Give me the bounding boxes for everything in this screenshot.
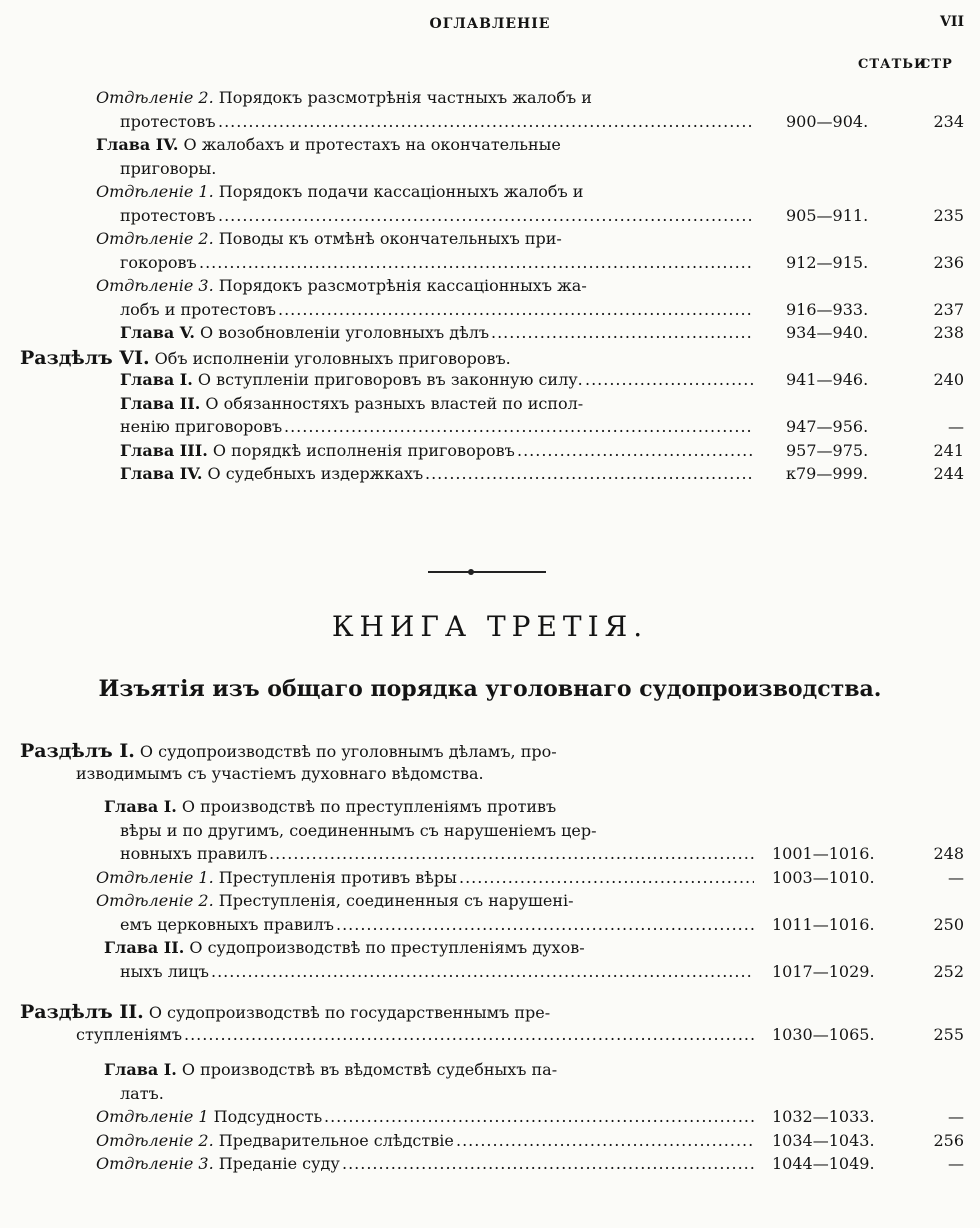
toc-line bbox=[0, 915, 980, 939]
running-header-title: ОГЛАВЛЕНІЕ bbox=[429, 16, 551, 32]
toc-line bbox=[0, 1084, 980, 1108]
dot-leader bbox=[517, 441, 754, 460]
toc-line bbox=[0, 1131, 980, 1155]
entry-title: приговоры. bbox=[120, 158, 217, 178]
dot-leader bbox=[585, 370, 754, 389]
entry-title: Преступленія противъ вѣры bbox=[213, 867, 457, 887]
toc-line bbox=[0, 182, 980, 206]
toc-line bbox=[0, 764, 980, 788]
toc-entry-text bbox=[120, 844, 267, 863]
toc-entry-text bbox=[120, 253, 197, 272]
heading-label: Раздѣлъ I. bbox=[20, 740, 135, 762]
page-number: 234 bbox=[933, 111, 964, 131]
dot-leader bbox=[456, 1131, 754, 1150]
subsection-label: Отдѣленіе 2. bbox=[96, 229, 214, 248]
toc-entry-text bbox=[96, 182, 583, 201]
entry-title: О порядкѣ исполненія приговоровъ bbox=[207, 440, 515, 460]
toc-entry-text bbox=[120, 300, 276, 319]
toc-entry-text bbox=[120, 441, 515, 460]
page-number: — bbox=[948, 1154, 964, 1173]
page-number: 240 bbox=[933, 370, 964, 389]
toc-entry-text bbox=[120, 915, 334, 934]
toc-line bbox=[0, 159, 980, 183]
toc-line bbox=[0, 962, 980, 986]
article-range: к79—999. bbox=[786, 464, 868, 483]
subsection-label: Отдѣленіе 1. bbox=[96, 182, 214, 201]
page-number: — bbox=[948, 1107, 964, 1126]
page-number: 256 bbox=[933, 1130, 964, 1150]
toc-line bbox=[0, 276, 980, 300]
page-number: 248 bbox=[933, 844, 964, 863]
toc-entry-text bbox=[96, 229, 562, 248]
toc-entry-text bbox=[96, 1131, 454, 1150]
heading-label: Глава IV. bbox=[96, 135, 179, 154]
toc-line bbox=[0, 370, 980, 394]
entry-title: Объ исполненіи уголовныхъ приговоровъ. bbox=[149, 348, 511, 368]
article-range: 916—933. bbox=[786, 299, 869, 319]
dot-leader bbox=[284, 417, 754, 436]
toc-line bbox=[0, 821, 980, 845]
toc-line bbox=[0, 347, 980, 371]
entry-title: Подсудность bbox=[208, 1107, 323, 1126]
toc-line bbox=[0, 112, 980, 136]
page-number: 235 bbox=[933, 205, 964, 225]
subsection-label: Отдѣленіе 3. bbox=[96, 276, 214, 295]
entry-title: Порядокъ разсмотрѣнія кассаціонныхъ жа- bbox=[213, 276, 587, 295]
dot-leader bbox=[336, 915, 754, 934]
toc-entry-text bbox=[96, 276, 587, 295]
article-range: 957—975. bbox=[786, 440, 869, 460]
heading-label: Глава I. bbox=[104, 1060, 177, 1079]
article-range: 934—940. bbox=[786, 323, 869, 342]
toc-entry-text bbox=[120, 206, 216, 225]
entry-title: изводимымъ съ участіемъ духовнаго вѣдомства. bbox=[76, 763, 484, 783]
heading-label: Глава I. bbox=[120, 370, 193, 389]
dot-leader bbox=[184, 1025, 754, 1044]
toc-entry-text bbox=[96, 1154, 340, 1173]
toc-line bbox=[0, 891, 980, 915]
toc-line bbox=[0, 229, 980, 253]
toc-entry-text bbox=[20, 740, 557, 762]
toc-entry-text bbox=[76, 764, 484, 783]
page-number: 238 bbox=[933, 323, 964, 342]
dot-leader bbox=[324, 1107, 754, 1126]
article-range: 900—904. bbox=[786, 111, 869, 131]
dot-leader bbox=[459, 868, 754, 887]
divider-ornament-icon bbox=[466, 567, 476, 577]
heading-label: Глава IV. bbox=[120, 464, 203, 483]
entry-title: О производствѣ по преступленіямъ противъ bbox=[176, 797, 557, 816]
subsection-label: Отдѣленіе 3. bbox=[96, 1154, 214, 1173]
subsection-label: Отдѣленіе 2. bbox=[96, 88, 214, 107]
entry-title: О обязанностяхъ разныхъ властей по испол- bbox=[200, 393, 584, 413]
entry-title: ступленіямъ bbox=[76, 1024, 183, 1044]
entry-title: Предварительное слѣдствіе bbox=[213, 1130, 454, 1150]
entry-title: О судопроизводствѣ по государственнымъ пре- bbox=[143, 1003, 551, 1022]
toc-line bbox=[0, 394, 980, 418]
entry-title: Поводы къ отмѣнѣ окончательныхъ при- bbox=[213, 229, 562, 248]
page-number: 255 bbox=[933, 1024, 964, 1044]
article-range: 912—915. bbox=[786, 252, 869, 272]
heading-label: Глава V. bbox=[120, 323, 195, 342]
entry-title: новныхъ правилъ bbox=[120, 844, 268, 863]
toc-line bbox=[0, 300, 980, 324]
entry-title: ныхъ лицъ bbox=[120, 961, 209, 981]
entry-title: О судебныхъ издержкахъ bbox=[202, 464, 424, 483]
entry-title: емъ церковныхъ правилъ bbox=[120, 914, 334, 934]
dot-leader bbox=[342, 1154, 754, 1173]
page-number: 244 bbox=[933, 464, 964, 483]
toc-line bbox=[0, 135, 980, 159]
article-range: 1030—1065. bbox=[772, 1024, 875, 1044]
page-number: 236 bbox=[933, 252, 964, 272]
article-range: 1001—1016. bbox=[772, 844, 875, 863]
toc-entry-text bbox=[120, 821, 596, 840]
toc-entry-text bbox=[120, 370, 583, 389]
dot-leader bbox=[491, 323, 754, 342]
toc-entry-text bbox=[120, 112, 216, 131]
entry-title: гокоровъ bbox=[120, 252, 197, 272]
article-range: 1003—1010. bbox=[772, 867, 875, 887]
toc-line bbox=[0, 1060, 980, 1084]
subsection-label: Отдѣленіе 1. bbox=[96, 867, 214, 887]
page-number: — bbox=[948, 417, 964, 436]
heading-label: Глава III. bbox=[120, 440, 208, 460]
toc-entry-text bbox=[104, 938, 585, 957]
entry-title: О судопроизводствѣ по преступленіямъ духов- bbox=[184, 938, 585, 957]
heading-label: Раздѣлъ II. bbox=[20, 1001, 144, 1023]
toc-entry-text bbox=[120, 962, 209, 981]
dot-leader bbox=[218, 206, 754, 225]
entry-title: О производствѣ въ вѣдомствѣ судебныхъ па- bbox=[176, 1060, 558, 1079]
heading-label: Раздѣлъ VI. bbox=[20, 346, 150, 369]
toc-entry-text bbox=[96, 88, 592, 107]
entry-title: О жалобахъ и протестахъ на окончательные bbox=[178, 135, 561, 154]
toc-line bbox=[0, 464, 980, 488]
article-range: 941—946. bbox=[786, 370, 869, 389]
toc-line bbox=[0, 323, 980, 347]
toc-entry-text bbox=[104, 1060, 557, 1079]
page-number: 241 bbox=[933, 440, 964, 460]
entry-title: протестовъ bbox=[120, 111, 216, 131]
entry-title: лобъ и протестовъ bbox=[120, 299, 276, 319]
toc-line bbox=[0, 417, 980, 441]
toc-line bbox=[0, 441, 980, 465]
toc-line bbox=[0, 938, 980, 962]
dot-leader bbox=[218, 112, 754, 131]
toc-entry-text bbox=[96, 891, 574, 910]
dot-leader bbox=[425, 464, 754, 483]
entry-title: Преданіе суду bbox=[213, 1154, 340, 1173]
dot-leader bbox=[269, 844, 754, 863]
toc-line bbox=[0, 206, 980, 230]
dot-leader bbox=[278, 300, 754, 319]
article-range: 1032—1033. bbox=[772, 1107, 875, 1126]
column-head-articles: СТАТЬИ bbox=[858, 57, 928, 72]
toc-entry-text bbox=[120, 417, 282, 436]
toc-line bbox=[0, 253, 980, 277]
column-head-page: СТР bbox=[920, 57, 953, 72]
book-subtitle: Изъятія изъ общаго порядка уголовнаго судопроизводства. bbox=[98, 676, 882, 702]
toc-line bbox=[0, 844, 980, 868]
page-number: 237 bbox=[933, 299, 964, 319]
entry-title: латъ. bbox=[120, 1083, 164, 1103]
toc-entry-text bbox=[120, 394, 583, 413]
toc-entry-text bbox=[96, 868, 457, 887]
toc-entry-text bbox=[104, 797, 556, 816]
entry-title: Порядокъ подачи кассаціонныхъ жалобъ и bbox=[213, 182, 584, 201]
page-number: 252 bbox=[933, 961, 964, 981]
subsection-label: Отдѣленіе 2. bbox=[96, 1130, 214, 1150]
heading-label: Глава II. bbox=[104, 938, 185, 957]
toc-entry-text bbox=[120, 159, 216, 178]
article-range: 1044—1049. bbox=[772, 1154, 875, 1173]
entry-title: ненію приговоровъ bbox=[120, 417, 283, 436]
article-range: 905—911. bbox=[786, 205, 869, 225]
toc-entry-text bbox=[96, 135, 561, 154]
entry-title: протестовъ bbox=[120, 205, 216, 225]
heading-label: Глава II. bbox=[120, 393, 201, 413]
toc-line bbox=[0, 740, 980, 764]
entry-title: О вступленіи приговоровъ въ законную силу. bbox=[192, 370, 583, 389]
article-range: 1034—1043. bbox=[772, 1130, 875, 1150]
entry-title: вѣры и по другимъ, соединеннымъ съ нарушеніемъ цер- bbox=[120, 820, 597, 840]
section-divider bbox=[428, 571, 546, 573]
toc-entry-text bbox=[96, 1107, 322, 1126]
book-title: КНИГА ТРЕТІЯ. bbox=[331, 610, 649, 643]
toc-line bbox=[0, 1107, 980, 1131]
page-number: — bbox=[948, 867, 964, 887]
toc-line bbox=[0, 1025, 980, 1049]
article-range: 947—956. bbox=[786, 417, 869, 436]
toc-entry-text bbox=[20, 347, 511, 369]
article-range: 1017—1029. bbox=[772, 961, 875, 981]
toc-entry-text bbox=[76, 1025, 182, 1044]
toc-line bbox=[0, 1154, 980, 1178]
toc-entry-text bbox=[20, 1001, 550, 1023]
entry-title: Преступленія, соединенныя съ нарушені- bbox=[213, 891, 574, 910]
toc-entry-text bbox=[120, 323, 489, 342]
toc-entry-text bbox=[120, 1084, 164, 1103]
entry-title: О судопроизводствѣ по уголовнымъ дѣламъ, про- bbox=[134, 742, 557, 761]
toc-line bbox=[0, 88, 980, 112]
subsection-label: Отдѣленіе 2. bbox=[96, 891, 214, 910]
entry-title: О возобновленіи уголовныхъ дѣлъ bbox=[194, 323, 490, 342]
toc-line bbox=[0, 868, 980, 892]
toc-entry-text bbox=[120, 464, 423, 483]
page-number: 250 bbox=[933, 914, 964, 934]
dot-leader bbox=[211, 962, 754, 981]
subsection-label: Отдѣленіе 1 bbox=[96, 1107, 209, 1126]
heading-label: Глава I. bbox=[104, 797, 177, 816]
running-header-page: VII bbox=[940, 14, 964, 30]
toc-line bbox=[0, 797, 980, 821]
dot-leader bbox=[199, 253, 754, 272]
article-range: 1011—1016. bbox=[772, 914, 875, 934]
toc-line bbox=[0, 1001, 980, 1025]
entry-title: Порядокъ разсмотрѣнія частныхъ жалобъ и bbox=[213, 88, 592, 107]
